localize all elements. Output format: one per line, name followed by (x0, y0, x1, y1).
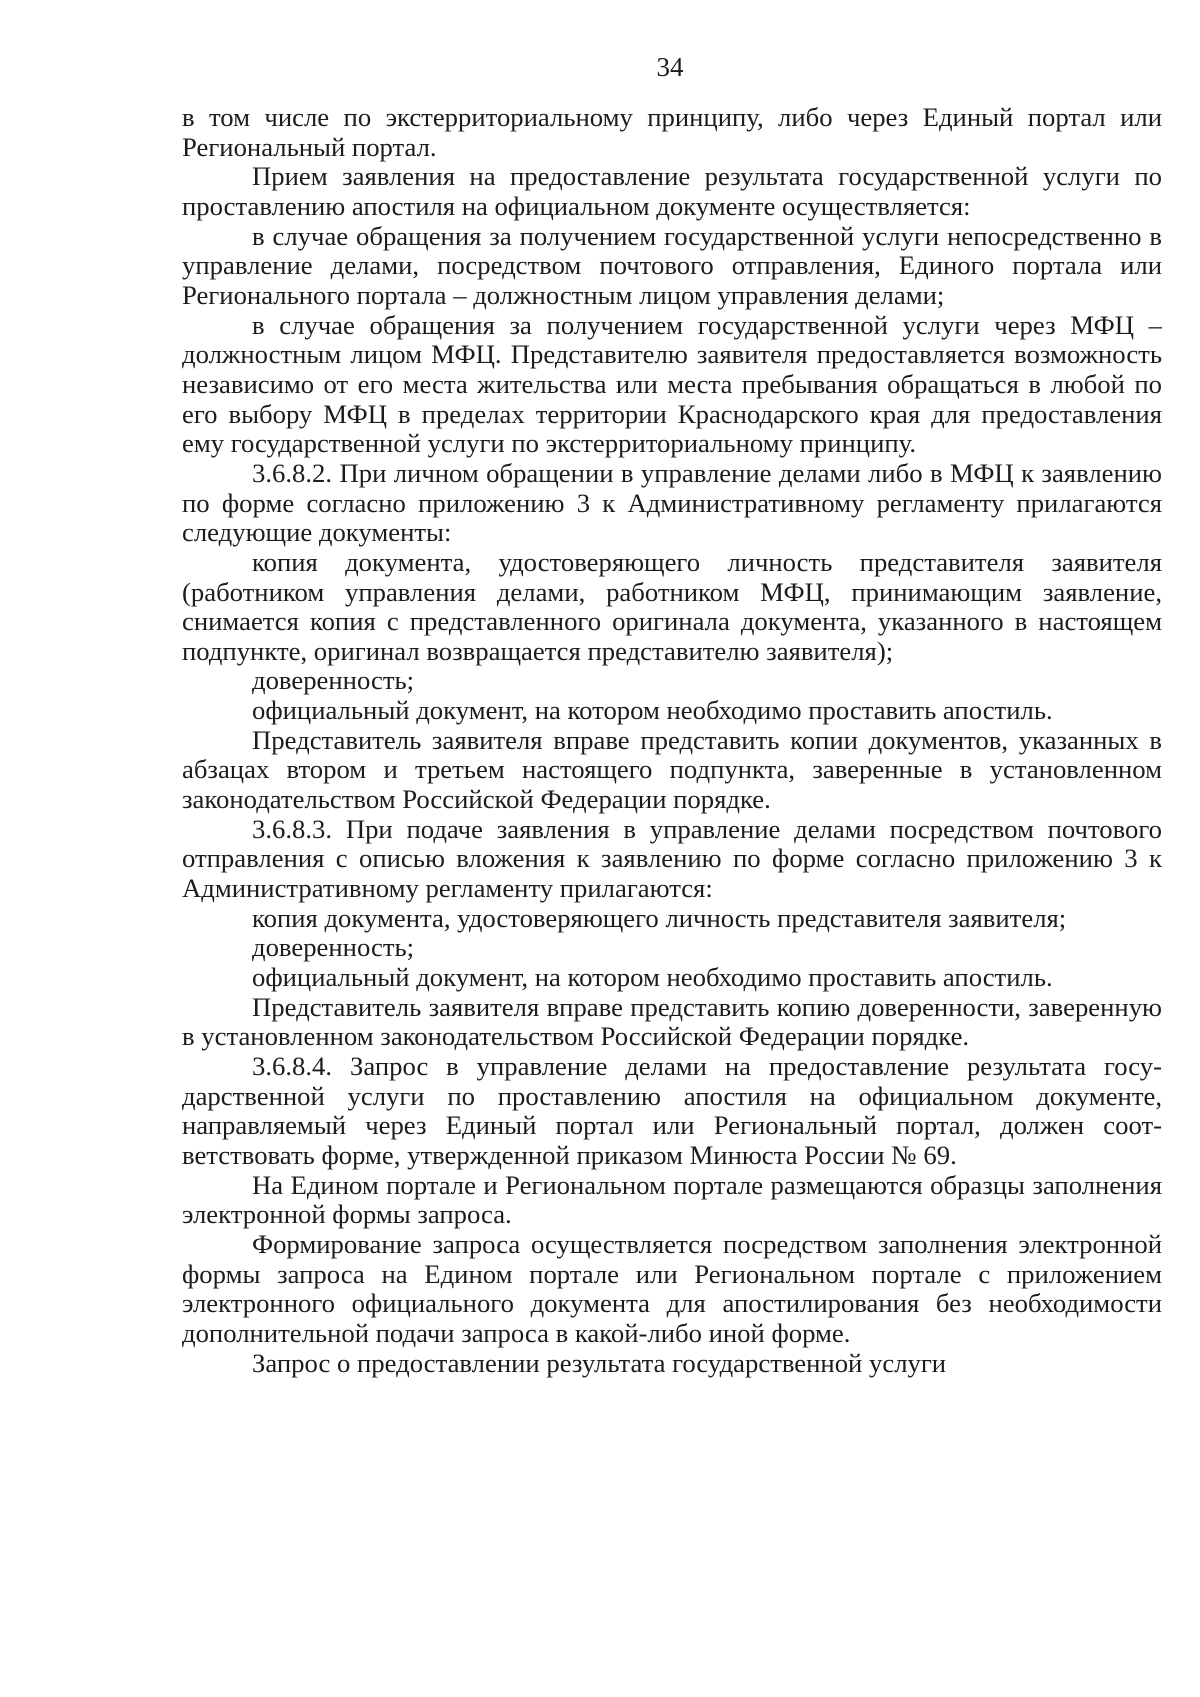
paragraph: Представитель заявителя вправе представить копию доверенности, заверенную в установленном законодательством Российской Федерации порядке. (182, 991, 1162, 1052)
paragraph: в том числе по экстерриториальному принципу, либо через Единый портал или Региональный портал. (182, 102, 1162, 162)
paragraph: 3.6.8.3. При подаче заявления в управление делами посредством почтового отправления с описью вложения к заявлению по форме согласно приложению 3 к Административному регламенту прилагаются: (182, 813, 1162, 904)
paragraph: 3.6.8.4. Запрос в управление делами на предоставление результата государственной услуги по проставлению апостиля на официальном документе, направляемый через Единый портал или Региональный портал, должен соответствовать форме, утвержденной приказом Минюста России № 69. (182, 1051, 1162, 1170)
paragraph: Представитель заявителя вправе представить копии документов, указанных в абзацах втором и третьем настоящего подпункта, заверенные в установленном законодательством Российской Федерации порядке. (182, 724, 1162, 815)
paragraph: 3.6.8.2. При личном обращении в управление делами либо в МФЦ к заявлению по форме согласно приложению 3 к Административному регламенту прилагаются следующие документы: (182, 457, 1162, 548)
paragraph: официальный документ, на котором необходимо проставить апостиль. (252, 962, 1053, 993)
paragraph: На Едином портале и Региональном портале размещаются образцы заполнения электронной формы запроса. (182, 1169, 1162, 1230)
paragraph: копия документа, удостоверяющего личность представителя заявителя (работником управления делами, работником МФЦ, принимающим заявление, снимается копия с представленного оригинала документа, указанного в настоящем подпункте, оригинал возвращается представителю заявителя); (182, 546, 1162, 666)
page-number: 34 (656, 52, 684, 82)
paragraph: в случае обращения за получением государственной услуги непосредственно в управление делами, посредством почтового отправления, Единого портала или Регионального портала – должностным лицом управления делами; (182, 220, 1162, 310)
paragraph: доверенность; (252, 665, 415, 696)
paragraph: Прием заявления на предоставление результата государственной услуги по проставлению апостиля на официальном документе осуществляется: (182, 161, 1162, 221)
paragraph: официальный документ, на котором необходимо проставить апостиль. (252, 695, 1053, 726)
paragraph: в случае обращения за получением государственной услуги через МФЦ – должностным лицом МФЦ. Представителю заявителя предоставляется возможность независимо от его места жительства или места пребывания обращаться в любой по его выбору МФЦ в пределах территории Краснодарского края для предоставления ему государственной услуги по экстерриториальному принципу. (182, 309, 1162, 459)
document-body (182, 103, 1162, 1378)
paragraph: Формирование запроса осуществляется посредством заполнения электронной формы запроса на Едином портале или Региональном портале с приложением электронного официального документа для апостилирования без необходимости дополнительной подачи запроса в какой-либо иной форме. (182, 1228, 1162, 1348)
paragraph: копия документа, удостоверяющего личность представителя заявителя; (252, 902, 1067, 933)
paragraph: Запрос о предоставлении результата государственной услуги (252, 1347, 947, 1378)
paragraph: доверенность; (252, 932, 415, 963)
